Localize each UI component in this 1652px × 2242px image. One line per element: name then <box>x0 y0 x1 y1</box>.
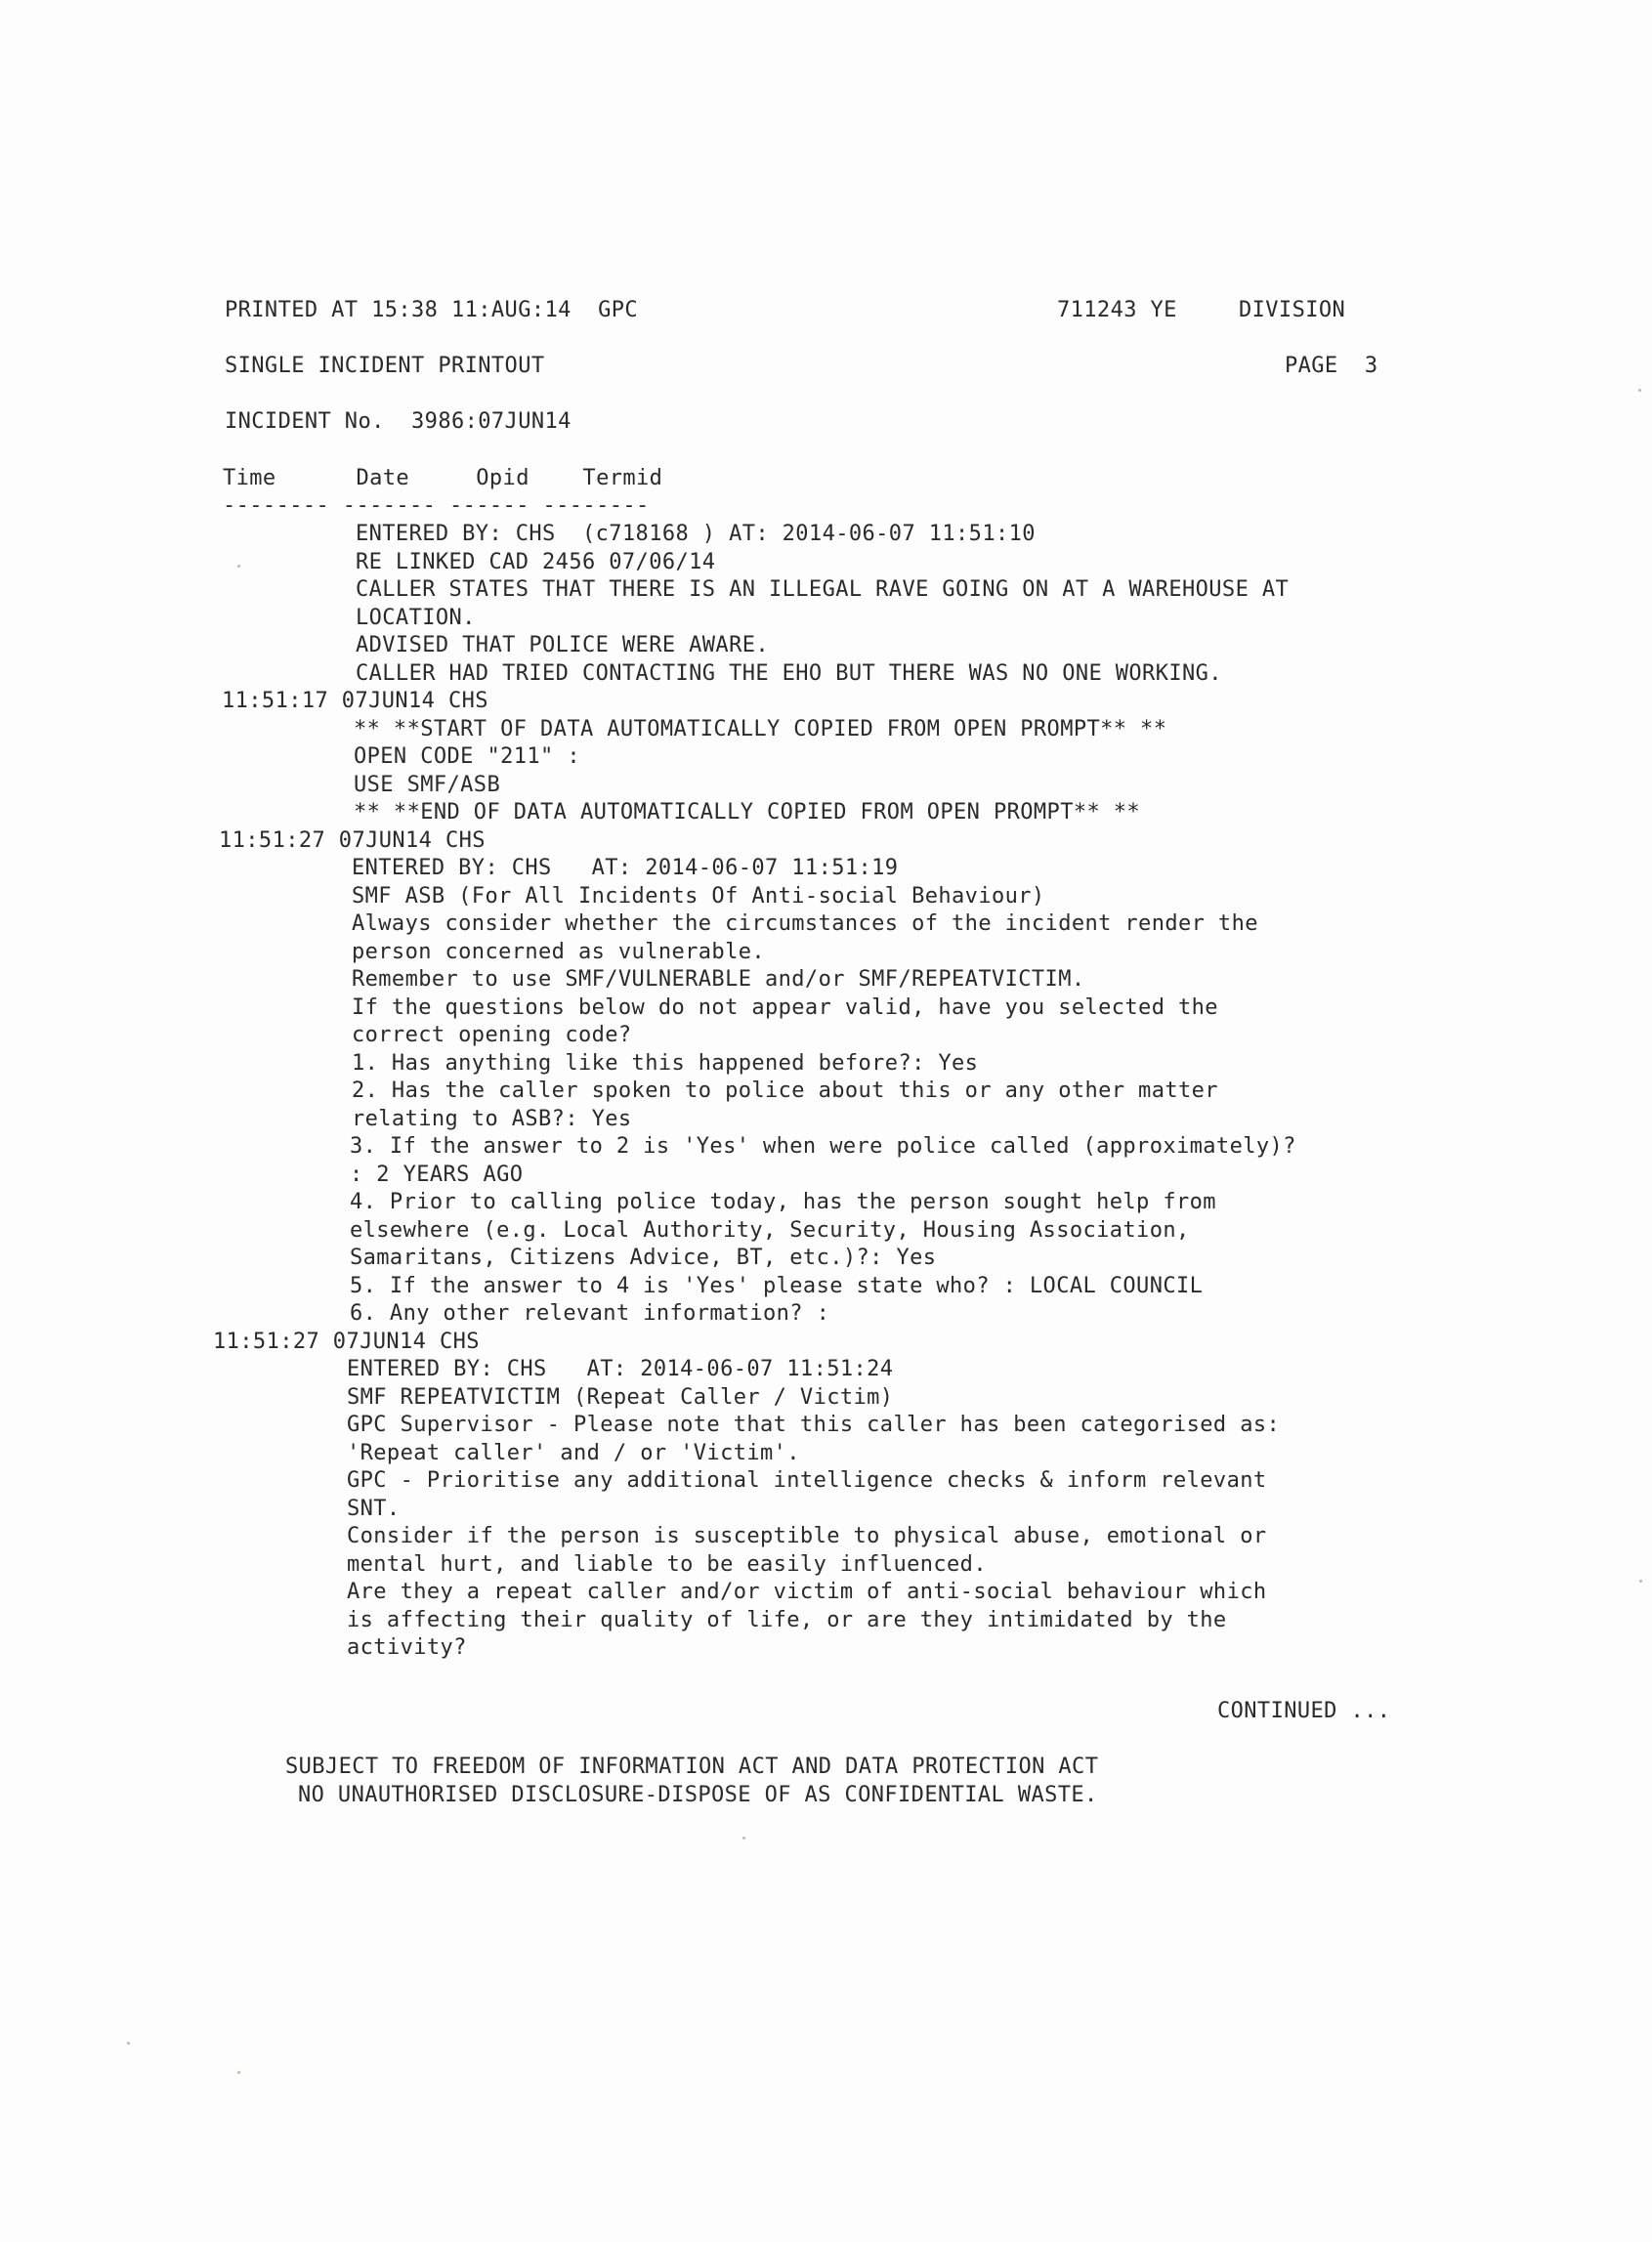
log-line: elsewhere (e.g. Local Authority, Security, Housing Association, <box>350 1218 1190 1243</box>
log-line: CALLER HAD TRIED CONTACTING THE EHO BUT THERE WAS NO ONE WORKING. <box>356 661 1222 686</box>
log-line: ENTERED BY: CHS AT: 2014-06-07 11:51:24 <box>347 1357 894 1381</box>
incident-number: INCIDENT No. 3986:07JUN14 <box>225 409 572 434</box>
log-line: 6. Any other relevant information? : <box>350 1301 830 1326</box>
printout-title: SINGLE INCIDENT PRINTOUT <box>225 354 545 378</box>
scan-speck <box>127 2042 130 2045</box>
log-line: Consider if the person is susceptible to physical abuse, emotional or <box>347 1524 1267 1548</box>
log-line: 3. If the answer to 2 is 'Yes' when were police called (approximately)? <box>350 1134 1296 1159</box>
column-rule: -------- ------- ------ -------- <box>223 493 650 518</box>
log-line: ** **START OF DATA AUTOMATICALLY COPIED FROM OPEN PROMPT** ** <box>354 717 1167 741</box>
log-line: 4. Prior to calling police today, has the person sought help from <box>350 1190 1216 1214</box>
log-line: activity? <box>347 1635 467 1660</box>
scan-speck <box>237 565 240 568</box>
log-line: mental hurt, and liable to be easily influenced. <box>347 1552 987 1577</box>
entry-timestamp: 11:51:27 07JUN14 CHS <box>219 828 486 853</box>
log-line: : 2 YEARS AGO <box>350 1163 524 1187</box>
log-line: relating to ASB?: Yes <box>352 1107 632 1131</box>
log-line: If the questions below do not appear valid, have you selected the <box>352 995 1218 1020</box>
printed-timestamp: PRINTED AT 15:38 11:AUG:14 GPC <box>225 298 638 322</box>
log-line: SNT. <box>347 1497 401 1521</box>
entry-timestamp: 11:51:17 07JUN14 CHS <box>222 689 488 713</box>
disclosure-notice: SUBJECT TO FREEDOM OF INFORMATION ACT AND DATA PROTECTION ACT <box>285 1755 1099 1779</box>
scan-speck <box>1638 389 1641 392</box>
log-line: SMF ASB (For All Incidents Of Anti-social Behaviour) <box>352 884 1045 909</box>
entry-timestamp: 11:51:27 07JUN14 CHS <box>213 1330 480 1354</box>
log-line: Always consider whether the circumstances of the incident render the <box>352 911 1258 936</box>
scan-speck <box>742 1837 745 1840</box>
log-line: OPEN CODE "211" : <box>354 744 580 769</box>
log-line: Samaritans, Citizens Advice, BT, etc.)?: Yes <box>350 1246 937 1270</box>
log-line: correct opening code? <box>352 1023 632 1047</box>
log-line: RE LINKED CAD 2456 07/06/14 <box>356 550 716 574</box>
log-line: SMF REPEATVICTIM (Repeat Caller / Victim) <box>347 1385 894 1410</box>
log-line: is affecting their quality of life, or are they intimidated by the <box>347 1608 1227 1632</box>
log-line: 5. If the answer to 4 is 'Yes' please state who? : LOCAL COUNCIL <box>350 1274 1204 1298</box>
log-line: LOCATION. <box>356 606 476 630</box>
continued-label: CONTINUED ... <box>1217 1699 1391 1723</box>
scan-speck <box>237 2071 240 2074</box>
log-line: Are they a repeat caller and/or victim of anti-social behaviour which <box>347 1580 1267 1604</box>
division-label: DIVISION <box>1239 298 1346 322</box>
log-line: 2. Has the caller spoken to police about this or any other matter <box>352 1079 1218 1103</box>
column-headers: Time Date Opid Termid <box>223 466 663 490</box>
log-line: ENTERED BY: CHS AT: 2014-06-07 11:51:19 <box>352 856 899 880</box>
log-line: ADVISED THAT POLICE WERE AWARE. <box>356 633 769 657</box>
log-line: 'Repeat caller' and / or 'Victim'. <box>347 1441 800 1465</box>
reference-number: 711243 YE <box>1057 298 1177 322</box>
log-line: person concerned as vulnerable. <box>352 940 765 964</box>
log-line: Remember to use SMF/VULNERABLE and/or SMF/REPEATVICTIM. <box>352 967 1085 992</box>
log-line: 1. Has anything like this happened before?: Yes <box>352 1051 979 1076</box>
log-line: USE SMF/ASB <box>354 773 501 797</box>
log-line: CALLER STATES THAT THERE IS AN ILLEGAL RAVE GOING ON AT A WAREHOUSE AT <box>356 577 1290 602</box>
scan-speck <box>1639 1580 1642 1583</box>
log-line: ** **END OF DATA AUTOMATICALLY COPIED FROM OPEN PROMPT** ** <box>354 800 1141 825</box>
log-line: ENTERED BY: CHS (c718168 ) AT: 2014-06-07 11:51:10 <box>356 522 1036 546</box>
log-line: GPC - Prioritise any additional intelligence checks & inform relevant <box>347 1468 1267 1493</box>
log-line: GPC Supervisor - Please note that this caller has been categorised as: <box>347 1413 1281 1437</box>
page-number: PAGE 3 <box>1285 354 1378 378</box>
disclosure-notice: NO UNAUTHORISED DISCLOSURE-DISPOSE OF AS CONFIDENTIAL WASTE. <box>298 1783 1098 1807</box>
